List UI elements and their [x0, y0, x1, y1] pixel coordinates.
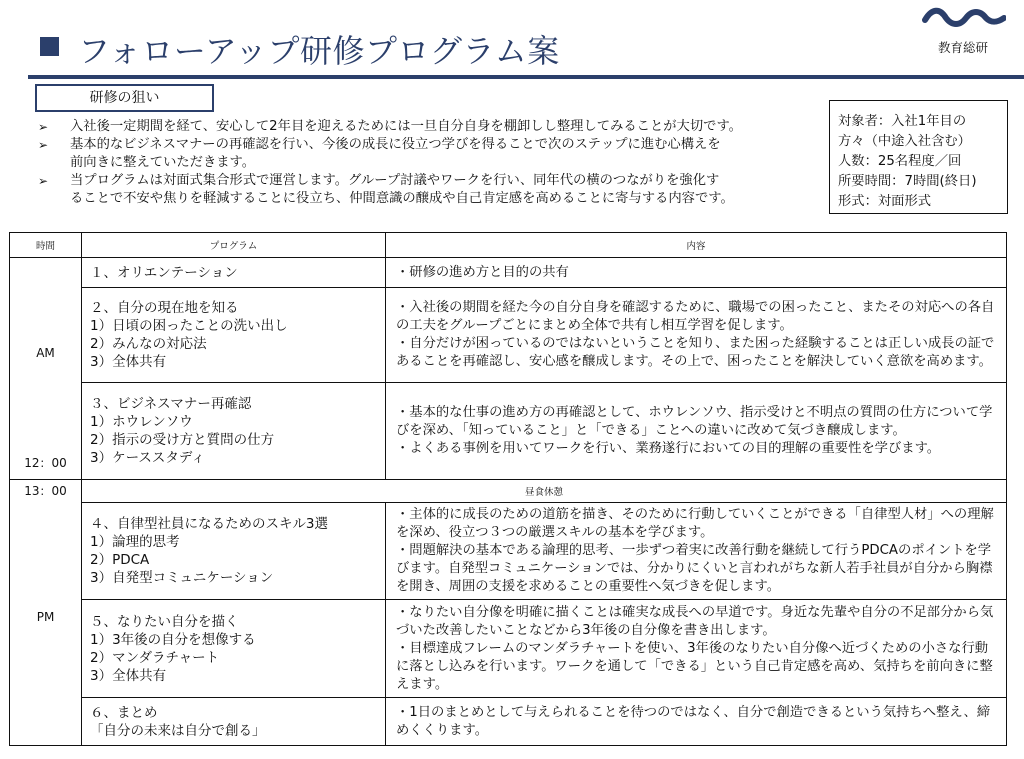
time-cell-am — [10, 258, 82, 480]
org-name: 教育総研 — [938, 40, 989, 55]
content-cell: ・主体的に成長のための道筋を描き、そのために行動していくことができる「自律型人材」への理解を深め、役立つ３つの厳選スキルの基本を学びます。 ・問題解決の基本である論理的思考、一歩ずつ着実に改善行動を継続して行うPDCAのポイントを学びます。自発型コミュニケーションでは、分かりにくいと言われがちな新人若手社員が自分から胸襟を開き、周囲の支援を求めることの重要性へ気づきを促します。 — [386, 503, 1007, 600]
table-row — [10, 258, 1007, 288]
aim-bullet-list — [38, 118, 838, 208]
content-cell: ・1日のまとめとして与えられることを待つのではなく、自分で創造できるという気持ちへ整え、締めくくります。 — [386, 698, 1007, 746]
header-time: 時間 — [10, 233, 82, 258]
program-table — [9, 232, 1007, 746]
target-info-box: 対象者：入社1年目の 方々（中途入社含む） 人数：25名程度／回 所要時間：7時間(終日) 形式：対面形式 — [829, 100, 1008, 214]
table-row — [10, 698, 1007, 746]
program-cell: １、オリエンテーション — [82, 258, 386, 288]
content-cell: ・入社後の期間を経た今の自分自身を確認するために、職場での困ったこと、またその対応への各自の工夫をグループごとにまとめ全体で共有し相互学習を促します。 ・自分だけが困っているのではないということを知り、また困った経験することは正しい成長の証であることを再確認し、安心感を醸成します。その上で、困ったことを解決していく意欲を高めます。 — [386, 288, 1007, 383]
aim-bullet: ➢ 当プログラムは対面式集合形式で運営します。グループ討議やワークを行い、同年代の横のつながりを強化す ることで不安や焦りを軽減することに役立ち、仲間意識の醸成や自己肯定感を高めることに寄与する内容です。 — [38, 173, 734, 206]
program-cell: ３、ビジネスマナー再確認 1）ホウレンソウ 2）指示の受け方と質問の仕方 3）ケーススタディ — [82, 383, 386, 480]
content-cell: ・研修の進め方と目的の共有 — [386, 258, 1007, 288]
table-row — [10, 600, 1007, 698]
table-header-row — [10, 233, 1007, 258]
program-cell: ６、まとめ 「自分の未来は自分で創る」 — [82, 698, 386, 746]
table-row — [10, 383, 1007, 480]
arrow-bullet-icon: ➢ — [38, 174, 49, 188]
time-noon: 12：00 — [24, 456, 67, 470]
page-title: フォローアップ研修プログラム案 — [78, 32, 560, 70]
time-cell-pm — [10, 480, 82, 746]
aim-bullet: ➢ 基本的なビジネスマナーの再確認を行い、今後の成長に役立つ学びを得ることで次のステップに進む心構えを 前向きに整えていただきます。 — [38, 137, 721, 170]
program-cell: ４、自律型社員になるためのスキル3選 1）論理的思考 2）PDCA 3）自発型コミュニケーション — [82, 503, 386, 600]
time-1pm: 13：00 — [24, 484, 67, 498]
content-cell: ・なりたい自分像を明確に描くことは確実な成長への早道です。身近な先輩や自分の不足部分から気づいた改善したいことなどから3年後の自分像を書き出します。 ・目標達成フレームのマンダラチャートを使い、3年後のなりたい自分像へ近づくための小さな行動に落とし込みを行います。ワークを通して「できる」という自己肯定感を高め、気持ちを前向きに整えます。 — [386, 600, 1007, 698]
time-pm: PM — [36, 610, 55, 624]
arrow-bullet-icon: ➢ — [38, 138, 49, 152]
wave-logo-icon — [922, 6, 1006, 28]
lunch-row — [10, 480, 1007, 503]
arrow-bullet-icon: ➢ — [38, 120, 49, 134]
program-cell: ５、なりたい自分を描く 1）3年後の自分を想像する 2）マンダラチャート 3）全体共有 — [82, 600, 386, 698]
title-bar — [0, 0, 1024, 80]
header-content: 内容 — [386, 233, 1007, 258]
title-divider — [28, 75, 1024, 79]
aim-label-box: 研修の狙い — [35, 84, 214, 112]
program-cell: ２、自分の現在地を知る 1）日頃の困ったことの洗い出し 2）みんなの対応法 3）全体共有 — [82, 288, 386, 383]
table-row — [10, 503, 1007, 600]
content-cell: ・基本的な仕事の進め方の再確認として、ホウレンソウ、指示受けと不明点の質問の仕方について学びを深め、「知っていること」と「できる」ことへの違いに改めて気づき醸成します。 ・よくある事例を用いてワークを行い、業務遂行においての目的理解の重要性を学びます。 — [386, 383, 1007, 480]
aim-bullet: ➢ 入社後一定期間を経て、安心して2年目を迎えるためには一旦自分自身を棚卸しし整理してみることが大切です。 — [38, 119, 742, 134]
title-square-icon — [40, 37, 59, 56]
lunch-break: 昼食休憩 — [82, 480, 1007, 503]
time-am: AM — [36, 346, 55, 360]
header-program: プログラム — [82, 233, 386, 258]
table-row — [10, 288, 1007, 383]
